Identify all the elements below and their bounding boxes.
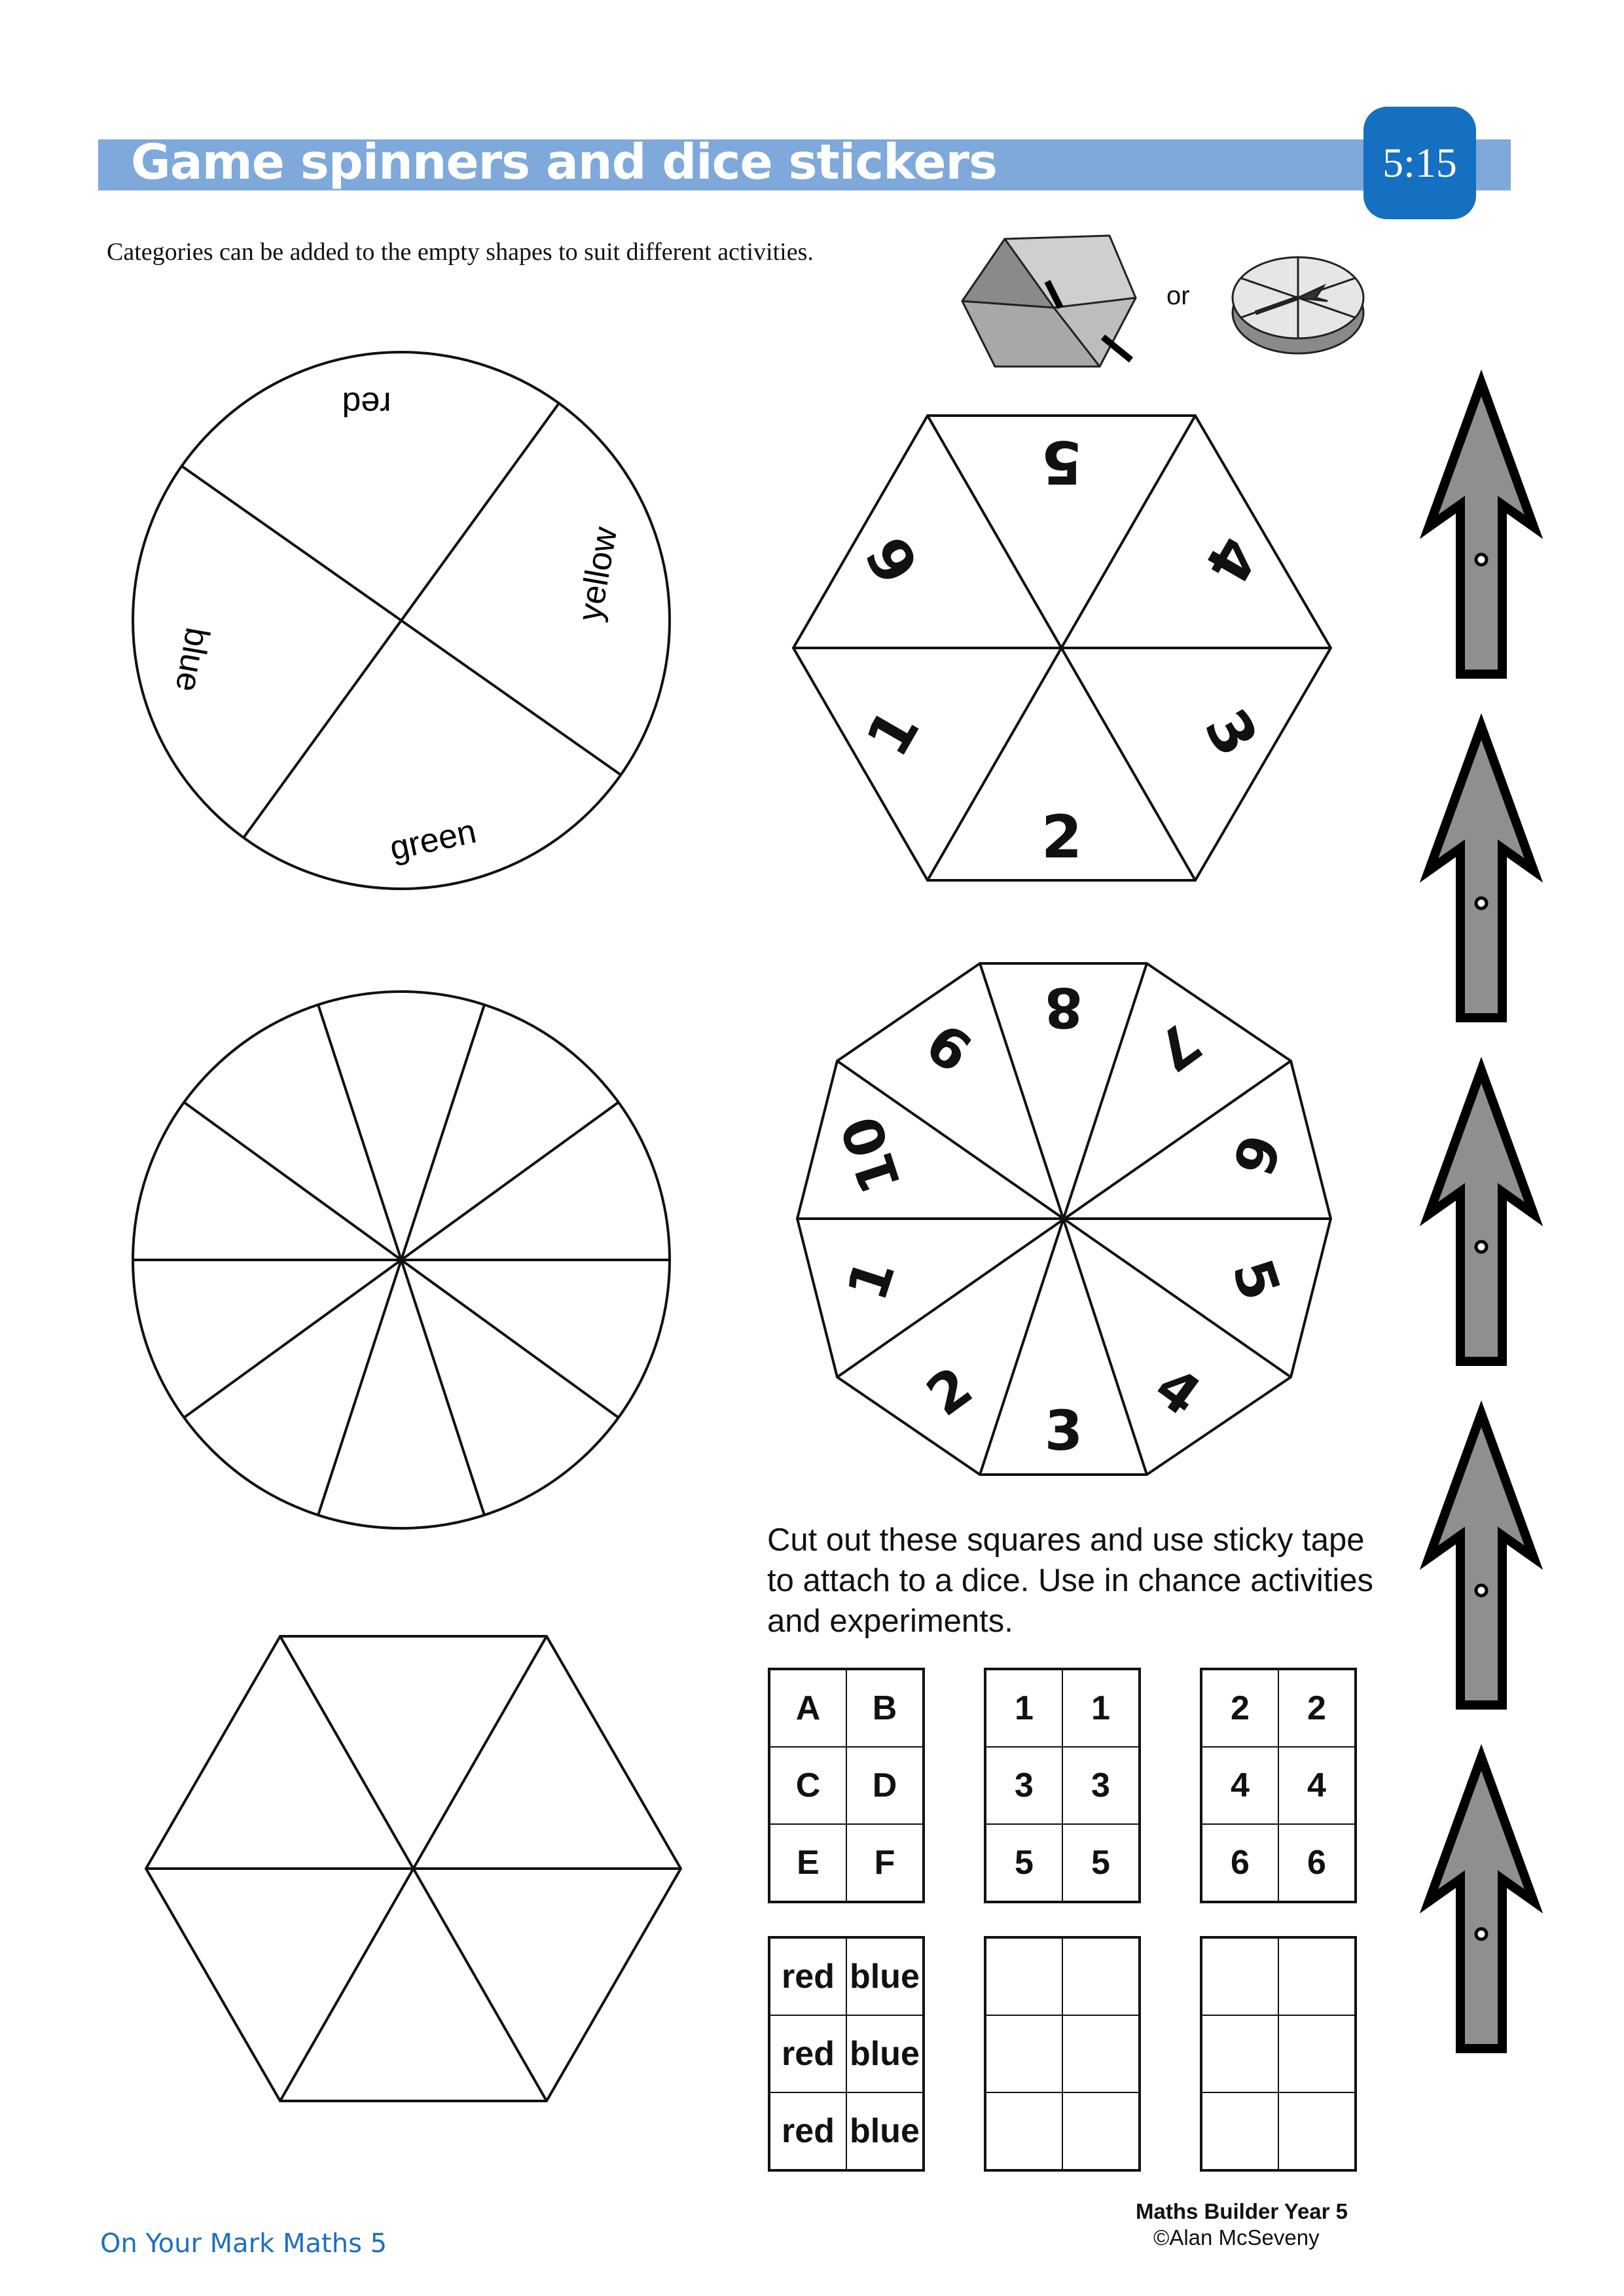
spinner-arrow-icon (1429, 1414, 1534, 1705)
dec-number-1: 1 (835, 1251, 908, 1308)
grid-cell: 2 (1202, 1670, 1278, 1747)
footer-series: On Your Mark Maths 5 (100, 2229, 388, 2259)
dec-number-5: 5 (1219, 1251, 1293, 1308)
grid-cell (1062, 1938, 1139, 2015)
or-label: or (1166, 281, 1190, 310)
dice-instructions: Cut out these squares and use sticky tape to attach to a dice. Use in chance activities and experiments. (767, 1522, 1374, 1639)
grid-cell: C (770, 1747, 846, 1824)
spinner-arrow-icon (1429, 1757, 1534, 2049)
grid-cell: 6 (1202, 1824, 1278, 1901)
grid-cell (1202, 2015, 1278, 2092)
grid-cell: red (770, 1938, 846, 2015)
spinner-label-green: green (386, 812, 480, 868)
blank-hexagon (146, 1636, 681, 2101)
grid-cell: red (770, 2015, 846, 2092)
page-title: Game spinners and dice stickers (131, 134, 998, 190)
grid-cell: 4 (1202, 1747, 1278, 1824)
dec-number-8: 8 (1044, 975, 1083, 1039)
hex-number-3: 3 (1191, 698, 1271, 768)
grid-cell: D (846, 1747, 923, 1824)
dice-grid-even-numbers (1200, 1668, 1357, 1903)
grid-cell: red (770, 2092, 846, 2170)
grid-cell: blue (846, 2092, 923, 2170)
blank-ten-spinner (133, 992, 670, 1528)
grid-cell (1278, 1938, 1355, 2015)
dice-grid-blank (984, 1936, 1141, 2172)
spinner-label-blue: blue (168, 624, 217, 695)
grid-cell: A (770, 1670, 846, 1747)
hex-number-5: 5 (1041, 427, 1083, 496)
dec-number-10: 10 (829, 1108, 914, 1202)
unit-badge: 5:15 (1363, 107, 1476, 219)
spinner-label-red: red (342, 385, 391, 423)
grid-cell: 3 (1062, 1747, 1139, 1824)
grid-cell (1202, 2092, 1278, 2170)
dice-grid-colours (768, 1936, 925, 2172)
spinner-arrow-icon (1429, 726, 1534, 1018)
grid-cell: F (846, 1824, 923, 1901)
grid-cell (1278, 2092, 1355, 2170)
grid-cell: 1 (986, 1670, 1062, 1747)
grid-cell (1278, 2015, 1355, 2092)
intro-text: Categories can be added to the empty shapes to suit different activities. (107, 238, 814, 266)
grid-cell: 5 (986, 1824, 1062, 1901)
grid-cell (986, 1938, 1062, 2015)
grid-cell (986, 2015, 1062, 2092)
grid-cell: 1 (1062, 1670, 1139, 1747)
footer-copyright: ©Alan McSeveny (1153, 2225, 1320, 2250)
grid-cell (1062, 2015, 1139, 2092)
grid-cell: B (846, 1670, 923, 1747)
spinner-disc-icon (1233, 257, 1363, 353)
spinner-label-yellow: yellow (571, 524, 625, 624)
dice-illustration-icon (962, 236, 1136, 367)
dec-number-3: 3 (1044, 1399, 1083, 1463)
hex-number-2: 2 (1041, 803, 1083, 872)
dec-number-6: 6 (1219, 1126, 1293, 1183)
spinner-arrow-icon (1429, 1070, 1534, 1361)
dec-number-2: 2 (915, 1354, 984, 1429)
grid-cell (1202, 1938, 1278, 2015)
numbered-decagon (797, 963, 1331, 1475)
grid-cell: 4 (1278, 1747, 1355, 1824)
grid-cell: 2 (1278, 1670, 1355, 1747)
grid-cell: 3 (986, 1747, 1062, 1824)
grid-cell: E (770, 1824, 846, 1901)
grid-cell: blue (846, 1938, 923, 2015)
hex-number-1: 1 (853, 698, 933, 768)
grid-cell (986, 2092, 1062, 2170)
grid-cell: 5 (1062, 1824, 1139, 1901)
dec-number-7: 7 (1143, 1009, 1212, 1085)
dice-grid-letters (768, 1668, 925, 1903)
hex-number-4: 4 (1191, 524, 1271, 595)
dec-number-9: 9 (915, 1009, 984, 1085)
grid-cell: 6 (1278, 1824, 1355, 1901)
dice-grid-odd-numbers (984, 1668, 1141, 1903)
dice-grid-blank (1200, 1936, 1357, 2172)
spinner-arrow-icon (1429, 383, 1534, 674)
dec-number-4: 4 (1143, 1354, 1212, 1429)
hex-number-6: 6 (853, 524, 933, 595)
grid-cell (1062, 2092, 1139, 2170)
grid-cell: blue (846, 2015, 923, 2092)
footer-book-title: Maths Builder Year 5 (1136, 2199, 1348, 2223)
